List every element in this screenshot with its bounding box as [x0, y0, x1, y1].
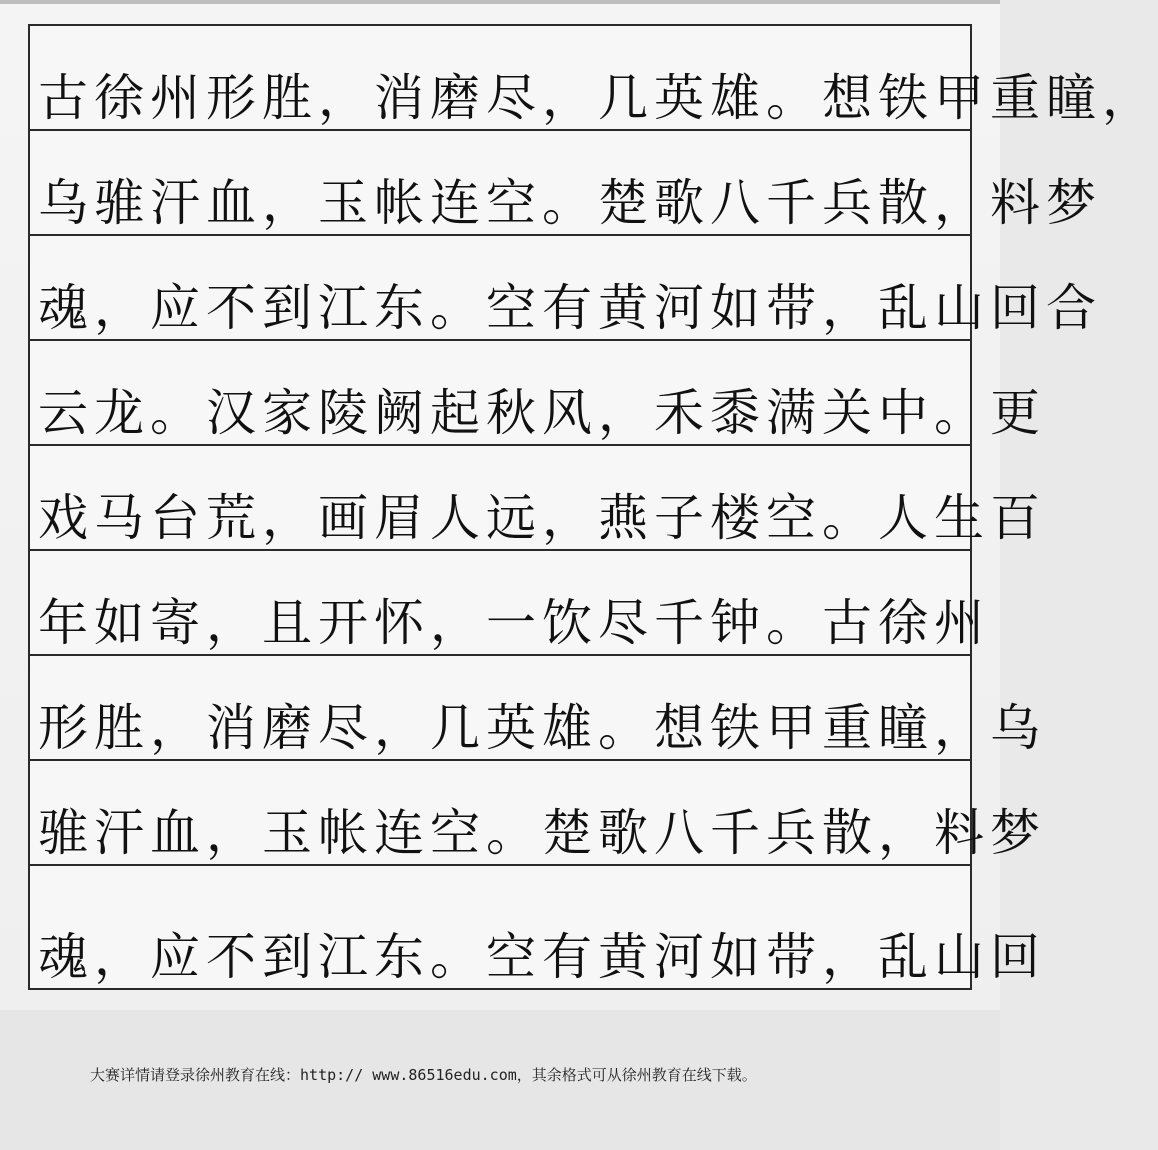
writing-line [30, 446, 1046, 551]
writing-line [30, 236, 1102, 341]
writing-line [30, 131, 1102, 236]
writing-line [30, 656, 1046, 761]
footer-suffix: ，其余格式可从徐州教育在线下载。 [516, 1066, 757, 1084]
line-text: 魂，应不到江东。空有黄河如带，乱山回 [38, 928, 1046, 986]
writing-frame [28, 24, 1158, 990]
footer-note [90, 1064, 757, 1085]
footer [0, 1010, 1000, 1150]
line-text: 古徐州形胜，消磨尽，几英雄。想铁甲重瞳， [38, 69, 1158, 127]
line-text: 年如寄，且开怀，一饮尽千钟。古徐州 [38, 594, 990, 652]
footer-url-link[interactable]: http:// www.86516edu.com [300, 1066, 517, 1084]
footer-prefix: 大赛详情请登录徐州教育在线： [90, 1066, 301, 1084]
line-text: 乌骓汗血，玉帐连空。楚歌八千兵散，料梦 [38, 174, 1102, 232]
paper-top-edge [0, 0, 1000, 4]
writing-line [30, 761, 1046, 866]
line-text: 魂，应不到江东。空有黄河如带，乱山回合 [38, 279, 1102, 337]
writing-line [30, 551, 990, 656]
line-text: 骓汗血，玉帐连空。楚歌八千兵散，料梦 [38, 804, 1046, 862]
line-text: 云龙。汉家陵阙起秋风，禾黍满关中。更 [38, 384, 1046, 442]
line-text: 形胜，消磨尽，几英雄。想铁甲重瞳，乌 [38, 699, 1046, 757]
writing-line [30, 866, 1046, 988]
writing-line [30, 26, 1158, 131]
writing-line [30, 341, 1046, 446]
line-text: 戏马台荒，画眉人远，燕子楼空。人生百 [38, 489, 1046, 547]
